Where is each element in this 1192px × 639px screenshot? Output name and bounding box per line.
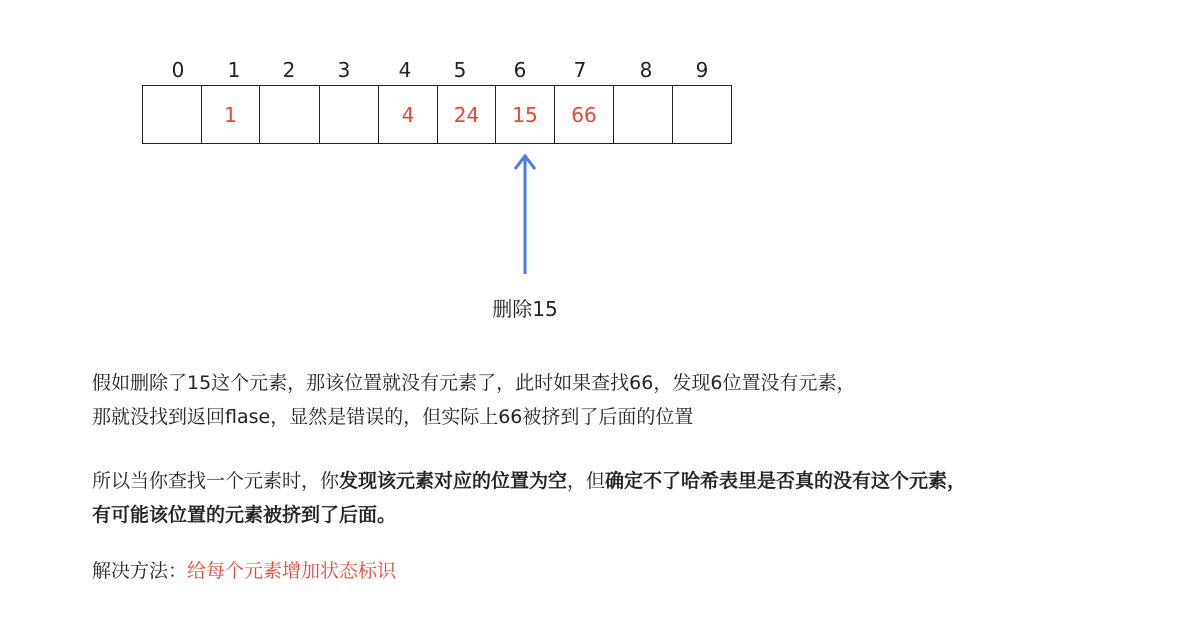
array-cell-1: 1 [201, 85, 260, 144]
paragraph-2-line-1 [92, 464, 966, 498]
delete-label: 删除15 [492, 297, 558, 321]
solution-text: 给每个元素增加状态标识 [187, 560, 397, 582]
index-7: 7 [573, 58, 587, 82]
index-4: 4 [398, 58, 412, 82]
paragraph-2 [92, 464, 966, 532]
array-cell-7: 66 [554, 85, 614, 144]
array-cell-2 [259, 85, 320, 144]
paragraph-1-line-1: 假如删除了15这个元素，那该位置就没有元素了，此时如果查找66，发现6位置没有元素， [92, 372, 856, 394]
paragraph-2-line-2: 有可能该位置的元素被挤到了后面。 [92, 504, 397, 526]
solution-line [92, 554, 396, 588]
array-cell-9 [672, 85, 732, 144]
index-6: 6 [513, 58, 527, 82]
index-8: 8 [639, 58, 653, 82]
up-arrow-icon [510, 152, 540, 276]
index-1: 1 [227, 58, 241, 82]
array-cell-8 [613, 85, 673, 144]
solution-prefix: 解决方法： [92, 560, 188, 582]
array-cell-6: 15 [495, 85, 555, 144]
paragraph-2-text-a: 所以当你查找一个元素时，你 [92, 470, 340, 492]
index-9: 9 [695, 58, 709, 82]
paragraph-2-text-c: ，但 [567, 470, 606, 492]
index-5: 5 [453, 58, 467, 82]
index-3: 3 [337, 58, 351, 82]
index-2: 2 [282, 58, 296, 82]
index-0: 0 [171, 58, 185, 82]
array-cell-0 [142, 85, 202, 144]
paragraph-1 [92, 366, 855, 434]
array-cell-3 [319, 85, 379, 144]
paragraph-2-bold-a: 发现该元素对应的位置为空 [339, 470, 568, 492]
array-cell-5: 24 [437, 85, 496, 144]
paragraph-1-line-2: 那就没找到返回flase，显然是错误的，但实际上66被挤到了后面的位置 [92, 406, 694, 428]
paragraph-2-bold-d: 确定不了哈希表里是否真的没有这个元素， [605, 470, 967, 492]
array-cell-4: 4 [378, 85, 438, 144]
